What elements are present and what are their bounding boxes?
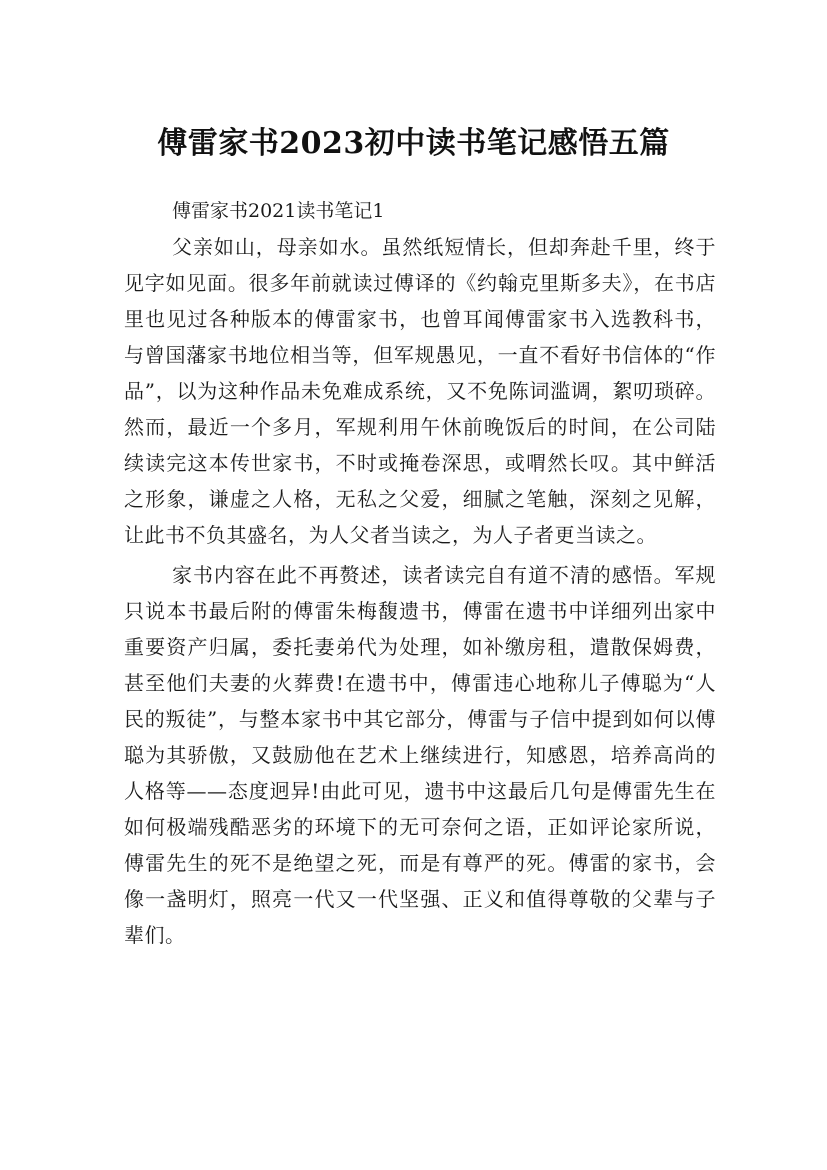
- section-heading: 傅雷家书2021读书笔记1: [172, 200, 385, 222]
- paragraph-2: 家书内容在此不再赘述，读者读完自有道不清的感悟。军规只说本书最后附的傅雷朱梅馥遗书，傅雷在遗书中详细列出家中重要资产归属，委托妻弟代为处理，如补缴房租，遣散保姆费，甚至他们夫妻的火葬费!在遗书中，傅雷违心地称儿子傅聪为“人民的叛徒”，与整本家书中其它部分，傅雷与子信中提到如何以傅聪为其骄傲，又鼓励他在艺术上继续进行，知感恩，培养高尚的人格等——态度迥异!由此可见，遗书中这最后几句是傅雷先生在如何极端残酷恶劣的环境下的无可奈何之语，正如评论家所说，傅雷先生的死不是绝望之死，而是有尊严的死。傅雷的家书，会像一盏明灯，照亮一代又一代坚强、正义和值得尊敬的父辈与子辈们。: [124, 563, 716, 947]
- document-body: [124, 193, 716, 953]
- paragraph-1: 父亲如山，母亲如水。虽然纸短情长，但却奔赴千里，终于见字如见面。很多年前就读过傅译的《约翰克里斯多夫》，在书店里也见过各种版本的傅雷家书，也曾耳闻傅雷家书入选教科书，与曾国藩家书地位相当等，但军规愚见，一直不看好书信体的“作品”，以为这种作品未免难成系统，又不免陈词滥调，絮叨琐碎。然而，最近一个多月，军规利用午休前晚饭后的时间，在公司陆续读完这本传世家书，不时或掩卷深思，或喟然长叹。其中鲜活之形象，谦虚之人格，无私之父爱，细腻之笔触，深刻之见解，让此书不负其盛名，为人父者当读之，为人子者更当读之。: [124, 235, 716, 547]
- document-title: 傅雷家书2023初中读书笔记感悟五篇: [157, 126, 670, 162]
